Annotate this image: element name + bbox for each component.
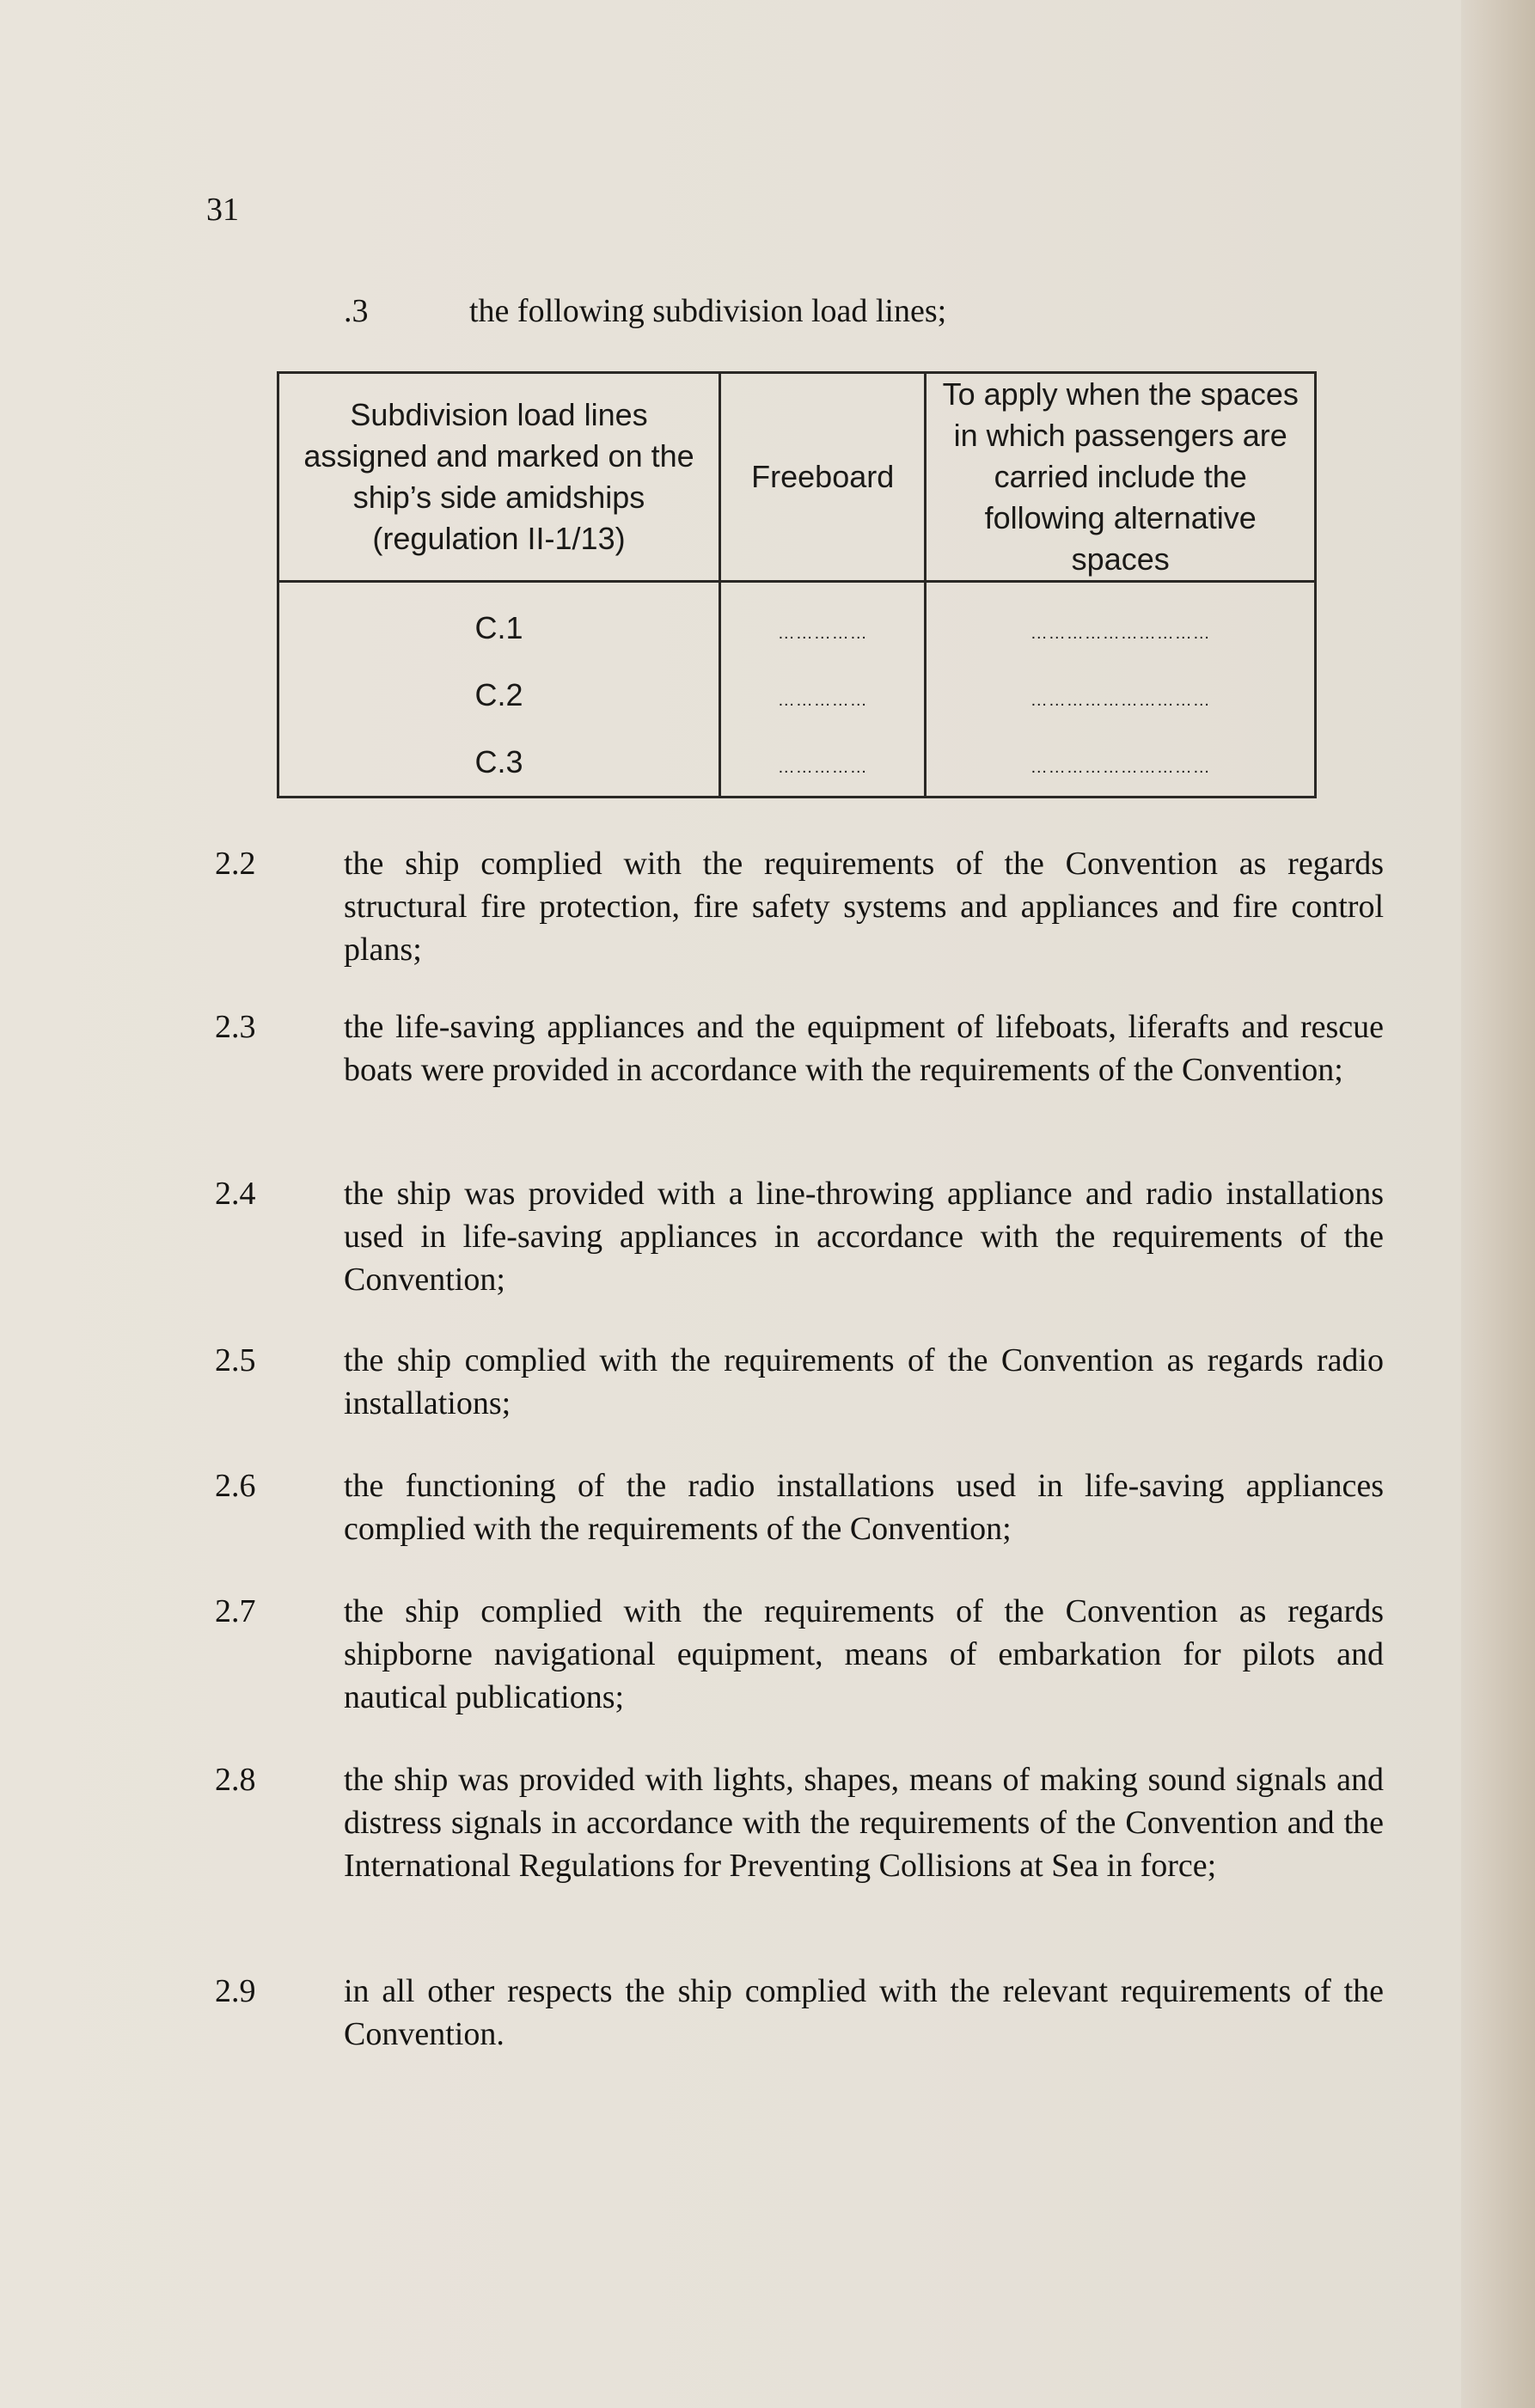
spaces-blank: ………………………… [1030, 758, 1211, 777]
item-number: 2.4 [215, 1176, 256, 1212]
item-number: 2.3 [215, 1009, 256, 1045]
load-line-cell: C.1 [278, 582, 720, 663]
item-text: the ship was provided with lights, shapes, means of making sound signals and distress signals in accordance with the requirements of the Convention and the International Regulations for Preventing Collisions at Sea in force; [344, 1762, 1384, 1884]
freeboard-blank: …………… [777, 624, 868, 643]
item-text: the life-saving appliances and the equipment of lifeboats, liferafts and rescue boats were provided in accordance with the requirements of the Convention; [344, 1009, 1384, 1088]
page-edge-shadow [1461, 0, 1535, 2408]
load-line-cell: C.3 [278, 729, 720, 798]
page-number: 31 [206, 192, 239, 228]
item-number: 2.7 [215, 1593, 256, 1629]
freeboard-blank: …………… [777, 758, 868, 777]
table-row [278, 729, 1316, 798]
item-number: 2.2 [215, 846, 256, 882]
item-text: the functioning of the radio installations used in life-saving appliances complied with the requirements of the Convention; [344, 1468, 1384, 1547]
item-number: 2.8 [215, 1762, 256, 1798]
header-freeboard: Freeboard [720, 373, 926, 582]
header-load-lines: Subdivision load lines assigned and marked on the ship’s side amidships (regulation II-1/13) [278, 373, 720, 582]
item-text: the ship complied with the requirements of the Convention as regards structural fire protection, fire safety systems and appliances and fire control plans; [344, 846, 1384, 968]
table-row [278, 582, 1316, 663]
spaces-blank: ………………………… [1030, 691, 1211, 710]
spaces-blank: ………………………… [1030, 624, 1211, 643]
item-text: the ship was provided with a line-throwing appliance and radio installations used in life-saving appliances in accordance with the requirements of the Convention; [344, 1176, 1384, 1298]
table-row [278, 662, 1316, 729]
item-number: 2.6 [215, 1468, 256, 1504]
freeboard-blank: …………… [777, 691, 868, 710]
subdivision-load-lines-table [277, 371, 1317, 798]
header-alternative-spaces: To apply when the spaces in which passengers are carried include the following alternative spaces [926, 373, 1316, 582]
item-number: 2.9 [215, 1973, 256, 2009]
table-header-row [278, 373, 1316, 582]
item-text: in all other respects the ship complied with the relevant requirements of the Convention. [344, 1973, 1384, 2052]
item-text: the ship complied with the requirements of the Convention as regards radio installations; [344, 1342, 1384, 1421]
subitem-number: .3 [344, 293, 369, 329]
item-number: 2.5 [215, 1342, 256, 1378]
subitem-text: the following subdivision load lines; [469, 293, 947, 329]
load-line-cell: C.2 [278, 662, 720, 729]
item-text: the ship complied with the requirements of the Convention as regards shipborne navigational equipment, means of embarkation for pilots and nautical publications; [344, 1593, 1384, 1715]
